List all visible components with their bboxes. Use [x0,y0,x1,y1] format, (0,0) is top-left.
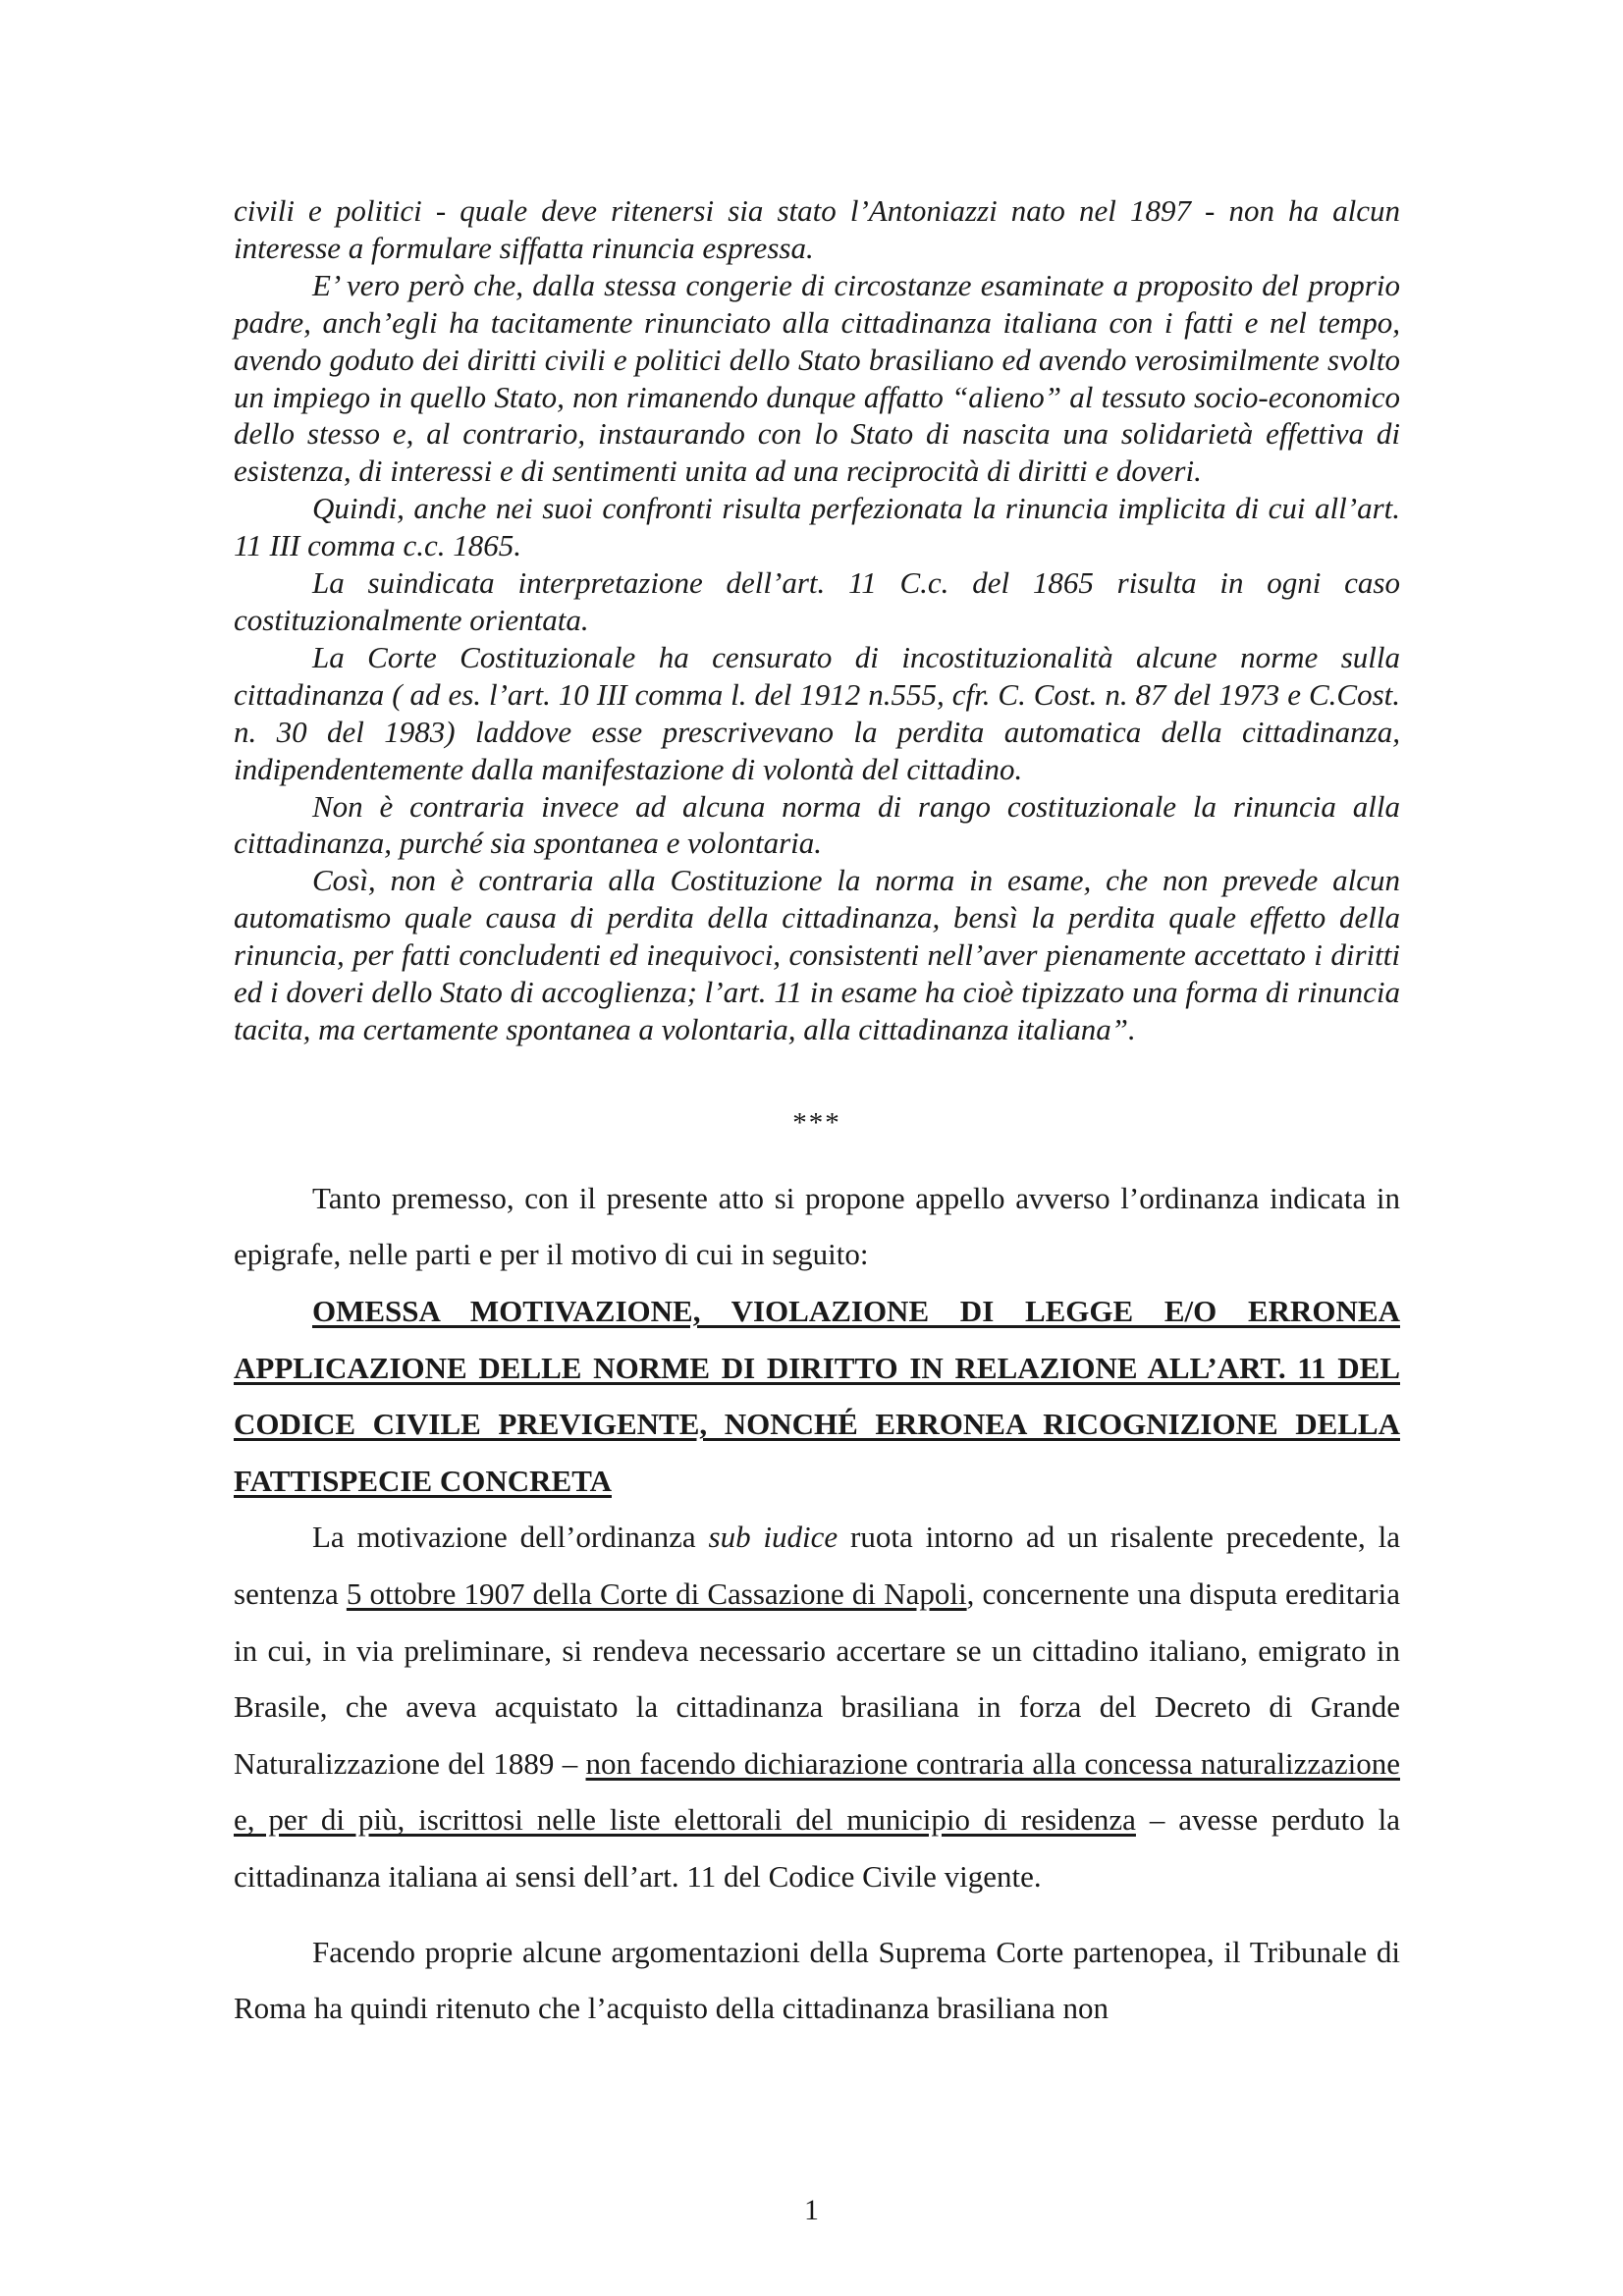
quote-paragraph: E’ vero però che, dalla stessa congerie di circostanze esaminate a proposito del proprio padre, anch’egli ha tacitamente rinunciato alla cittadinanza italiana con i fatti e nel tempo, avendo goduto dei diritti civili e politici dello Stato brasiliano ed avendo verosimilmente svolto un impiego in quello Stato, non rimanendo dunque affatto “alieno” al tessuto socio-economico dello stesso e, al contrario, instaurando con lo Stato di nascita una solidarietà effettiva di esistenza, di interessi e di sentimenti unita ad una reciprocità di diritti e doveri. [234,267,1400,489]
italic-term: sub iudice [708,1520,839,1555]
body-paragraph [234,1509,1400,1904]
quote-paragraph: La Corte Costituzionale ha censurato di incostituzionalità alcune norme sulla cittadinanza ( ad es. l’art. 10 III comma l. del 1912 n.555, cfr. C. Cost. n. 87 del 1973 e C.Cost. n. 30 del 1983) laddove esse prescrivevano la perdita automatica della cittadinanza, indipendentemente dalla manifestazione di volontà del cittadino. [234,639,1400,786]
quote-paragraph: Quindi, anche nei suoi confronti risulta perfezionata la rinuncia implicita di cui all’art. 11 III comma c.c. 1865. [234,491,1400,563]
text-run: – avesse perduto la cittadinanza italiana ai sensi dell’art. 11 del Codice Civile vigente. [234,1802,1400,1894]
quote-paragraph: La suindicata interpretazione dell’art. 11 C.c. del 1865 risulta in ogni caso costituzionalmente orientata. [234,565,1400,637]
document-page [234,192,1400,2037]
page-number: 1 [804,2194,819,2226]
quote-paragraph: Non è contraria invece ad alcuna norma di rango costituzionale la rinuncia alla cittadinanza, purché sia spontanea e volontaria. [234,788,1400,861]
underlined-passage: non facendo dichiarazione contraria alla concessa naturalizzazione e, per di più, iscrittosi nelle liste elettorali del municipio di residenza [234,1745,1400,1838]
body-paragraph: Facendo proprie alcune argomentazioni della Suprema Corte partenopea, il Tribunale di Roma ha quindi ritenuto che l’acquisto della cittadinanza brasiliana non [234,1934,1400,2026]
intro-paragraph: Tanto premesso, con il presente atto si propone appello avverso l’ordinanza indicata in epigrafe, nelle parti e per il motivo di cui in seguito: [234,1180,1400,1272]
text-run: La motivazione dell’ordinanza [312,1520,709,1555]
text-run: , concernente una disputa ereditaria in cui, in via preliminare, si rendeva necessario accertare se un cittadino italiano, emigrato in Brasile, che aveva acquistato la cittadinanza brasiliana in forza del Decreto di Grande Naturalizzazione del 1889 – [234,1576,1401,1781]
section-separator: *** [792,1106,841,1139]
body-text [234,1170,1400,2037]
underlined-citation: 5 ottobre 1907 della Corte di Cassazione di Napoli [346,1576,967,1611]
section-heading: OMESSA MOTIVAZIONE, VIOLAZIONE DI LEGGE E/O ERRONEA APPLICAZIONE DELLE NORME DI DIRITTO IN RELAZIONE ALL’ART. 11 DEL CODICE CIVILE PREVIGENTE, NONCHÉ ERRONEA RICOGNIZIONE DELLA FATTISPECIE CONCRETA [234,1294,1400,1498]
quote-paragraph: Così, non è contraria alla Costituzione la norma in esame, che non prevede alcun automatismo quale causa di perdita della cittadinanza, bensì la perdita quale effetto della rinuncia, per fatti concludenti ed inequivoci, consistenti nell’aver pienamente accettato i diritti ed i doveri dello Stato di accoglienza; l’art. 11 in esame ha cioè tipizzato una forma di rinuncia tacita, ma certamente spontanea a volontaria, alla cittadinanza italiana”. [234,863,1400,1046]
quoted-excerpt [234,192,1400,1048]
quote-paragraph: civili e politici - quale deve ritenersi sia stato l’Antoniazzi nato nel 1897 - non ha alcun interesse a formulare siffatta rinuncia espressa. [234,193,1400,265]
text-run: ruota intorno ad un risalente precedente, la sentenza [234,1520,1400,1611]
